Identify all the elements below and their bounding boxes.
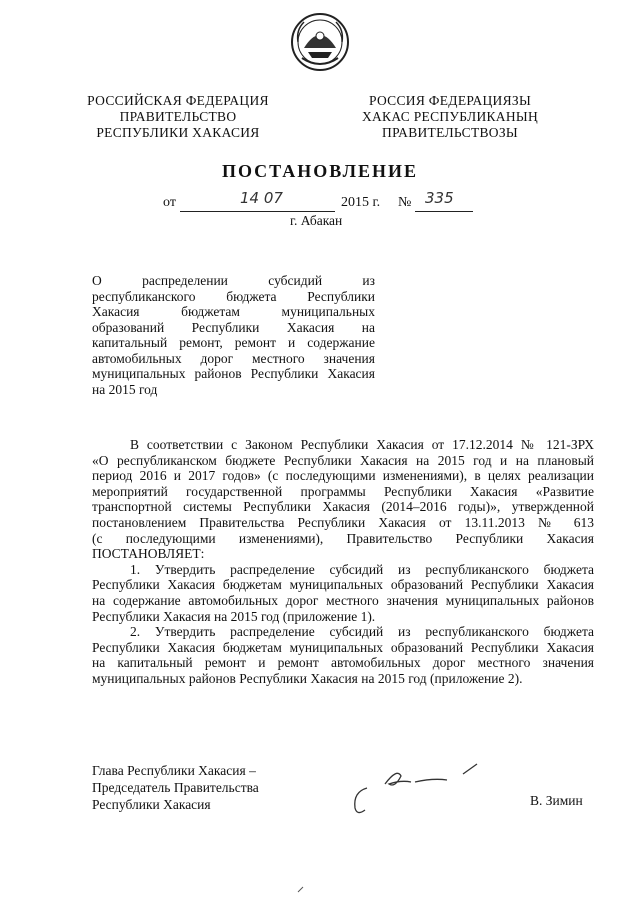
body-text (92, 437, 594, 687)
coat-of-arms-emblem (290, 12, 350, 72)
subject-line: Хакасия бюджетам муниципальных (92, 304, 375, 319)
subject-line: на 2015 год (92, 381, 158, 397)
signatory-name: В. Зимин (530, 793, 583, 808)
number-underline (415, 211, 473, 212)
body-line: муниципальных районов Республики Хакасия на 2015 год (приложение 2). (92, 670, 523, 686)
number-handwritten: 335 (425, 189, 454, 207)
signatory-position-line: Республики Хакасия (92, 797, 211, 812)
body-line: «О республиканском бюджете Республики Хакасия на 2015 год и на плановый (92, 452, 594, 468)
body-line: транспортной системы Республики Хакасия (2014–2016 годы)», утвержденной (92, 499, 594, 515)
subject-block (92, 273, 375, 397)
year-label: 2015 г. (341, 195, 381, 210)
subject-line: республиканского бюджета Республики (92, 288, 375, 304)
date-handwritten: 14 07 (240, 189, 283, 207)
subject-line: образований Республики Хакасия на (92, 319, 375, 335)
body-line: период 2016 и 2017 годов» (с последующими изменениями), в целях реализации (92, 468, 594, 484)
subject-line: муниципальных районов Республики Хакасия (92, 366, 375, 381)
header-right-line-3: ПРАВИТЕЛЬСТВОЗЫ (382, 125, 518, 140)
header-right-line-1: РОССИЯ ФЕДЕРАЦИЯЗЫ (368, 93, 532, 108)
city-label: г. Абакан (290, 213, 343, 228)
body-line: постановлением Правительства Республики Хакасия от 13.11.2013 № 613 (92, 514, 594, 530)
body-line: 1. Утвердить распределение субсидий из республиканского бюджета (130, 561, 594, 577)
header-right-line-2: ХАКАС РЕСПУБЛИКАНЫҢ (361, 109, 539, 124)
signatory-position-line: Председатель Правительства (92, 780, 259, 795)
document-title: ПОСТАНОВЛЕНИЕ (221, 161, 419, 181)
body-line: мероприятий государственной программы Республики Хакасия «Развитие (92, 483, 594, 499)
date-prefix: от (163, 195, 176, 210)
body-line: Республики Хакасия бюджетам муниципальных образований Республики Хакасия (92, 577, 594, 593)
subject-line: О распределении субсидий из (92, 273, 375, 288)
signatory-position (92, 762, 259, 813)
scan-mark (297, 885, 305, 893)
subject-line: капитальный ремонт, ремонт и содержание (92, 335, 375, 350)
header-left-line-3: РЕСПУБЛИКИ ХАКАСИЯ (96, 125, 260, 140)
body-line: (с последующими изменениями), Правительство Республики Хакасия (92, 530, 594, 546)
body-line: ПОСТАНОВЛЯЕТ: (92, 546, 205, 562)
body-line: В соответствии с Законом Республики Хакасия от 17.12.2014 № 121-ЗРХ (130, 437, 594, 452)
number-label: № (398, 195, 412, 210)
header-right (340, 93, 560, 141)
handwritten-signature (345, 760, 495, 820)
signatory-position-line: Глава Республики Хакасия – (92, 763, 256, 778)
header-left (68, 93, 288, 141)
date-underline (180, 211, 335, 212)
body-line: на содержание автомобильных дорог местного значения муниципальных районов (92, 592, 594, 608)
body-line: на капитальный ремонт и ремонт автомобильных дорог местного значения (92, 655, 594, 671)
body-line: Республики Хакасия на 2015 год (приложение 1). (92, 608, 376, 624)
subject-line: автомобильных дорог местного значения (92, 350, 375, 366)
body-line: 2. Утвердить распределение субсидий из республиканского бюджета (130, 624, 594, 640)
body-line: Республики Хакасия бюджетам муниципальных образований Республики Хакасия (92, 639, 594, 655)
header-left-line-2: ПРАВИТЕЛЬСТВО (119, 109, 237, 124)
header-left-line-1: РОССИЙСКАЯ ФЕДЕРАЦИЯ (87, 93, 269, 108)
